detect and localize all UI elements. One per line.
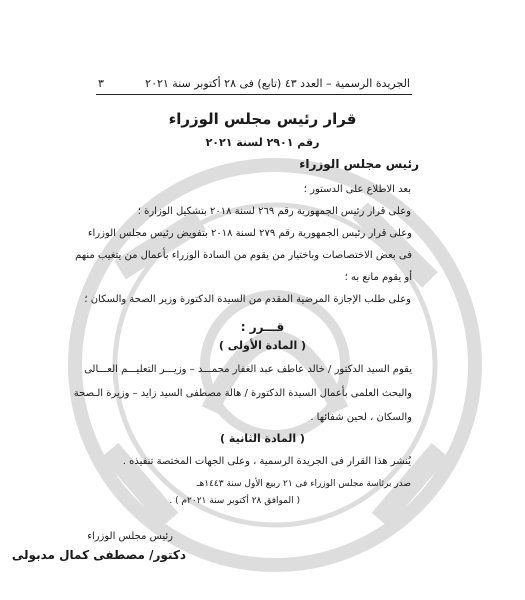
signer-name: دكتور/ مصطفى كمال مدبولى [11,548,186,562]
article-2-line: يُنشر هذا القرار فى الجريدة الرسمية ، وعلى الجهات المختصة تنفيذه . [122,456,411,467]
article-1-line: والبحث العلمى بأعمال السيدة الدكتورة / هالة مصطفى السيد زايد – وزيرة الـصحة [73,388,412,399]
preamble-line: بعد الاطلاع على الدستور ؛ [303,184,411,195]
article-1-line: والسكان ، لحين شفائها . [310,412,412,423]
issued-date-line: صدر برئاسة مجلس الوزراء فى ٢١ ربيع الأول سنة ١٤٤٣هـ [196,479,411,489]
gazette-header [98,76,410,92]
preamble-line: أو يقوم مانع به ؛ [344,272,412,283]
page-number: ٣ [98,77,104,90]
preamble-line: فى بعض الاختصاصات وباختيار من يقوم من السادة الوزراء بأعمال من يتغيب منهم [75,250,412,261]
decision-heading: قـــرر : [240,320,285,334]
decree-title: قرار رئيس مجلس الوزراء [168,110,357,128]
gazette-issue-title: الجريدة الرسمية – العدد ٤٣ (تابع) فى ٢٨ أكتوبر سنة ٢٠٢١ [145,77,410,90]
signer-title: رئيس مجلس الوزراء [87,531,173,542]
preamble-line: وعلى قرار رئيس الجمهورية رقم ٢٦٩ لسنة ٢٠١٨ بتشكيل الوزارة ؛ [137,206,411,217]
preamble-line: وعلى طلب الإجازة المرضية المقدم من السيدة الدكتورة وزير الصحة والسكان ؛ [84,294,411,305]
issued-date-gregorian: ( الموافق ٢٨ أكتوبر سنة ٢٠٢١م ) . [169,496,300,506]
article-2-heading: ( المادة الثانية ) [220,432,305,445]
decree-issuer: رئيس مجلس الوزراء [299,157,419,171]
header-rule [96,94,412,95]
preamble-line: وعلى قرار رئيس الجمهورية رقم ٢٧٩ لسنة ٢٠١٨ بتفويض رئيس مجلس الوزراء [87,228,412,239]
article-1-heading: ( المادة الأولى ) [218,339,307,352]
article-1-line: يقوم السيد الدكتور / خالد عاطف عبد الغفار محمـــد – وزيـــر التعليـــم العـــالى [84,364,412,375]
decree-number: رقم ٢٩٠١ لسنة ٢٠٢١ [205,136,320,149]
